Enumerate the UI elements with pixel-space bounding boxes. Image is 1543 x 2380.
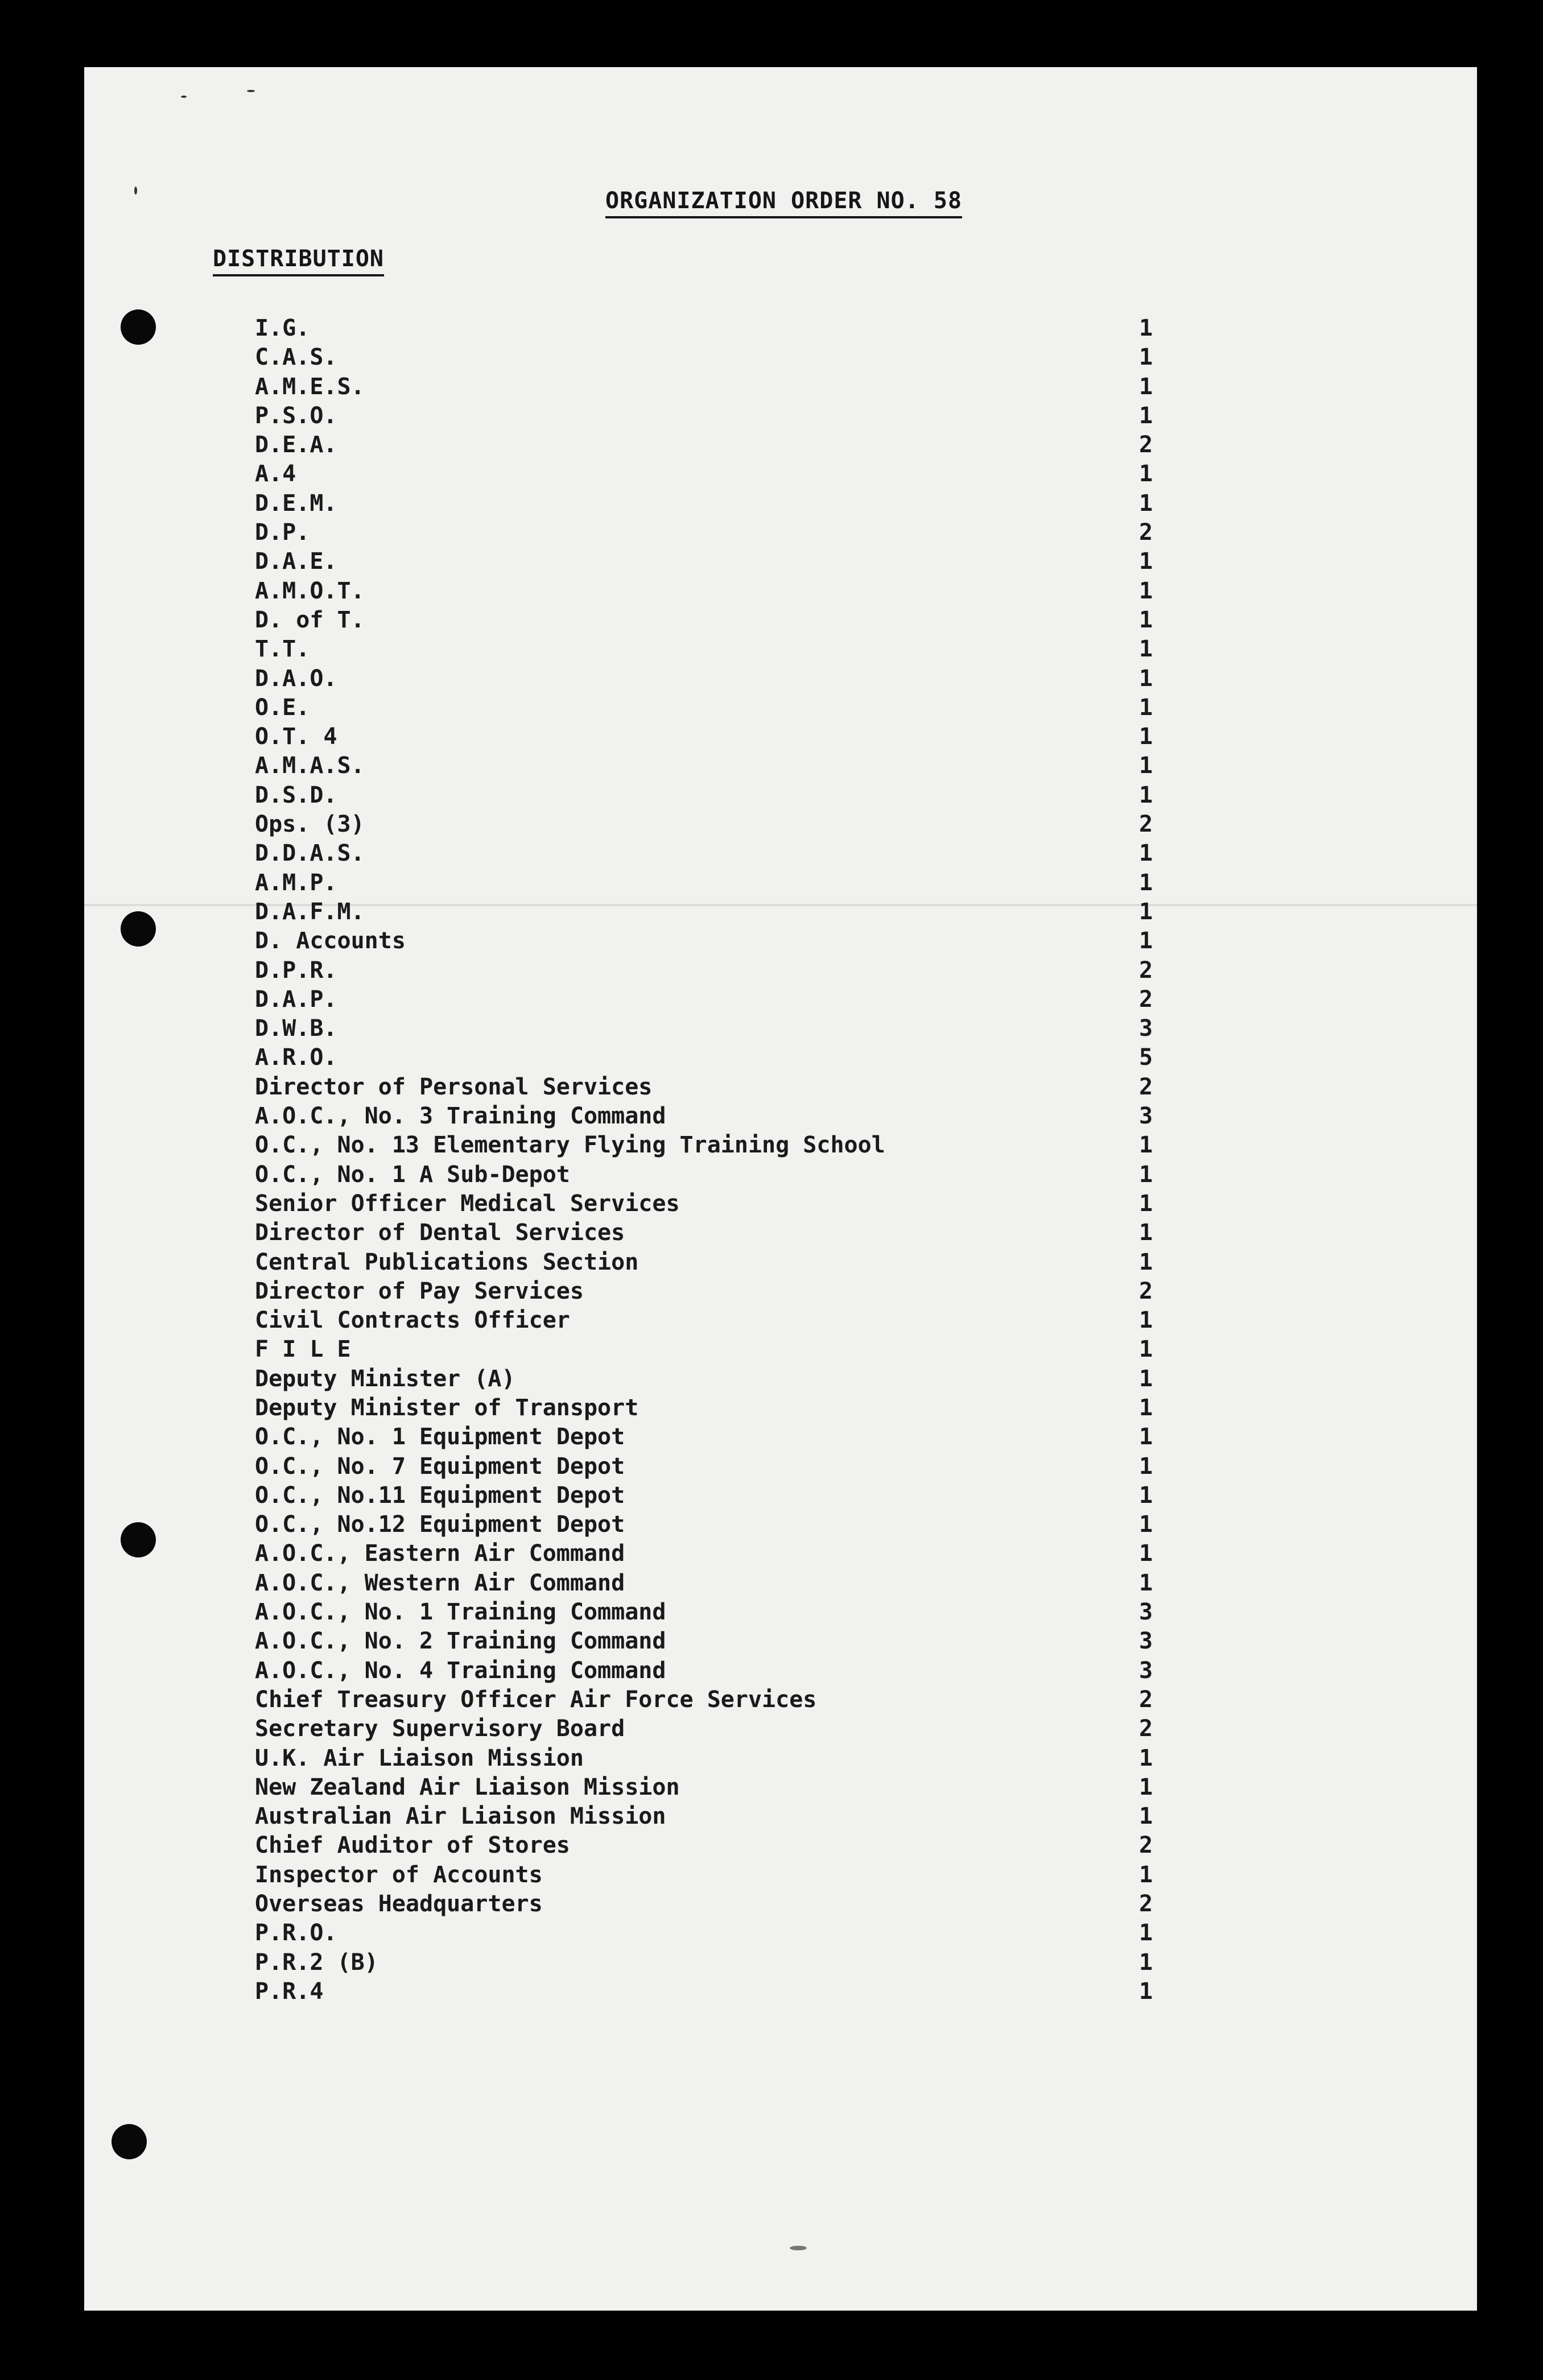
recipient-name: Inspector of Accounts (255, 1861, 543, 1888)
distribution-row (255, 1802, 1211, 1831)
copy-count: 1 (1139, 373, 1153, 400)
copy-count: 1 (1139, 1978, 1153, 2005)
recipient-name: A.O.C., No. 3 Training Command (255, 1103, 666, 1130)
ink-speck (134, 187, 137, 195)
distribution-row (255, 1569, 1211, 1598)
recipient-name: A.O.C., No. 4 Training Command (255, 1657, 666, 1684)
copy-count: 1 (1139, 1745, 1153, 1771)
distribution-row (255, 869, 1211, 898)
distribution-row (255, 1977, 1211, 2006)
distribution-row (255, 489, 1211, 518)
copy-count: 1 (1139, 402, 1153, 429)
distribution-row (255, 460, 1211, 489)
copy-count: 1 (1139, 490, 1153, 517)
recipient-name: D.S.D. (255, 782, 337, 808)
recipient-name: O.C., No. 7 Equipment Depot (255, 1453, 625, 1480)
recipient-name: D.P. (255, 519, 310, 546)
distribution-row (255, 1452, 1211, 1481)
distribution-row (255, 693, 1211, 722)
distribution-list (255, 314, 1211, 2006)
copy-count: 2 (1139, 1716, 1153, 1742)
distribution-row (255, 664, 1211, 693)
copy-count: 1 (1139, 1220, 1153, 1246)
distribution-row (255, 314, 1211, 343)
distribution-row (255, 1481, 1211, 1510)
distribution-row (255, 547, 1211, 576)
recipient-name: A.O.C., Western Air Command (255, 1569, 625, 1596)
distribution-row (255, 1160, 1211, 1189)
distribution-row (255, 956, 1211, 985)
recipient-name: U.K. Air Liaison Mission (255, 1745, 584, 1771)
copy-count: 1 (1139, 724, 1153, 750)
recipient-name: Deputy Minister of Transport (255, 1394, 639, 1421)
copy-count: 1 (1139, 461, 1153, 487)
recipient-name: Deputy Minister (A) (255, 1365, 515, 1392)
recipient-name: D.E.A. (255, 432, 337, 458)
copy-count: 1 (1139, 606, 1153, 633)
distribution-row (255, 343, 1211, 372)
ink-speck (181, 96, 187, 98)
distribution-row (255, 1773, 1211, 1802)
recipient-name: T.T. (255, 636, 310, 663)
copy-count: 1 (1139, 694, 1153, 721)
distribution-row (255, 1627, 1211, 1656)
recipient-name: P.R.2 (B) (255, 1949, 378, 1976)
copy-count: 1 (1139, 1307, 1153, 1334)
copy-count: 1 (1139, 1161, 1153, 1188)
distribution-row (255, 985, 1211, 1014)
recipient-name: Director of Dental Services (255, 1220, 625, 1246)
recipient-name: Secretary Supervisory Board (255, 1716, 625, 1742)
recipient-name: Director of Personal Services (255, 1073, 653, 1100)
distribution-row (255, 606, 1211, 635)
copy-count: 1 (1139, 1482, 1153, 1509)
copy-count: 2 (1139, 1278, 1153, 1304)
copy-count: 1 (1139, 1949, 1153, 1976)
recipient-name: O.C., No.11 Equipment Depot (255, 1482, 625, 1509)
copy-count: 1 (1139, 1132, 1153, 1159)
copy-count: 3 (1139, 1103, 1153, 1130)
recipient-name: A.M.O.T. (255, 577, 365, 604)
recipient-name: P.R.4 (255, 1978, 324, 2005)
recipient-name: Overseas Headquarters (255, 1891, 543, 1918)
ink-speck (247, 90, 255, 92)
recipient-name: Chief Treasury Officer Air Force Services (255, 1686, 817, 1713)
distribution-row (255, 1890, 1211, 1919)
distribution-row (255, 722, 1211, 751)
copy-count: 2 (1139, 432, 1153, 458)
copy-count: 1 (1139, 869, 1153, 896)
recipient-name: D.P.R. (255, 957, 337, 984)
recipient-name: O.E. (255, 694, 310, 721)
distribution-row (255, 1831, 1211, 1860)
distribution-row (255, 1073, 1211, 1102)
distribution-row (255, 1510, 1211, 1539)
distribution-row (255, 1598, 1211, 1627)
recipient-name: D.A.F.M. (255, 898, 365, 925)
copy-count: 1 (1139, 840, 1153, 867)
distribution-row (255, 1335, 1211, 1364)
recipient-name: Director of Pay Services (255, 1278, 584, 1304)
recipient-name: A.O.C., No. 1 Training Command (255, 1599, 666, 1626)
recipient-name: D.W.B. (255, 1015, 337, 1042)
distribution-row (255, 402, 1211, 431)
distribution-heading: DISTRIBUTION (213, 246, 384, 276)
distribution-row (255, 927, 1211, 956)
recipient-name: P.R.O. (255, 1920, 337, 1947)
copy-count: 3 (1139, 1657, 1153, 1684)
recipient-name: Central Publications Section (255, 1249, 639, 1275)
copy-count: 5 (1139, 1044, 1153, 1071)
distribution-row (255, 1365, 1211, 1394)
punch-hole-1 (121, 309, 156, 345)
copy-count: 1 (1139, 577, 1153, 604)
recipient-name: I.G. (255, 315, 310, 341)
copy-count: 1 (1139, 315, 1153, 341)
recipient-name: Chief Auditor of Stores (255, 1832, 570, 1859)
copy-count: 2 (1139, 1686, 1153, 1713)
copy-count: 1 (1139, 1920, 1153, 1947)
recipient-name: A.4 (255, 461, 296, 487)
copy-count: 1 (1139, 1190, 1153, 1217)
recipient-name: D.D.A.S. (255, 840, 365, 867)
copy-count: 1 (1139, 548, 1153, 575)
recipient-name: D.E.M. (255, 490, 337, 517)
distribution-row (255, 1043, 1211, 1072)
recipient-name: O.T. 4 (255, 724, 337, 750)
recipient-name: O.C., No. 13 Elementary Flying Training School (255, 1132, 885, 1159)
copy-count: 1 (1139, 1774, 1153, 1800)
copy-count: 1 (1139, 1540, 1153, 1567)
copy-count: 2 (1139, 1073, 1153, 1100)
recipient-name: New Zealand Air Liaison Mission (255, 1774, 680, 1800)
distribution-row (255, 1248, 1211, 1277)
recipient-name: D. Accounts (255, 928, 406, 955)
distribution-row (255, 839, 1211, 868)
recipient-name: D. of T. (255, 606, 365, 633)
distribution-row (255, 373, 1211, 402)
distribution-row (255, 1277, 1211, 1306)
punch-hole-4 (112, 2124, 147, 2159)
copy-count: 1 (1139, 1249, 1153, 1275)
copy-count: 1 (1139, 898, 1153, 925)
recipient-name: Civil Contracts Officer (255, 1307, 570, 1334)
distribution-row (255, 1218, 1211, 1247)
copy-count: 1 (1139, 1394, 1153, 1421)
copy-count: 1 (1139, 665, 1153, 692)
distribution-row (255, 1656, 1211, 1685)
copy-count: 2 (1139, 811, 1153, 838)
recipient-name: O.C., No. 1 A Sub-Depot (255, 1161, 570, 1188)
copy-count: 1 (1139, 1365, 1153, 1392)
distribution-row (255, 1423, 1211, 1452)
recipient-name: A.R.O. (255, 1044, 337, 1071)
copy-count: 2 (1139, 1891, 1153, 1918)
distribution-row (255, 518, 1211, 547)
copy-count: 3 (1139, 1628, 1153, 1655)
copy-count: 1 (1139, 1569, 1153, 1596)
recipient-name: D.A.O. (255, 665, 337, 692)
distribution-row (255, 1744, 1211, 1773)
distribution-row (255, 431, 1211, 460)
recipient-name: A.M.E.S. (255, 373, 365, 400)
distribution-row (255, 1131, 1211, 1160)
distribution-row (255, 898, 1211, 927)
punch-hole-3 (121, 1522, 156, 1557)
copy-count: 1 (1139, 1861, 1153, 1888)
copy-count: 1 (1139, 636, 1153, 663)
recipient-name: A.O.C., Eastern Air Command (255, 1540, 625, 1567)
distribution-row (255, 1014, 1211, 1043)
distribution-row (255, 751, 1211, 780)
copy-count: 1 (1139, 1424, 1153, 1451)
copy-count: 1 (1139, 344, 1153, 371)
recipient-name: Australian Air Liaison Mission (255, 1803, 666, 1830)
copy-count: 1 (1139, 753, 1153, 779)
copy-count: 2 (1139, 1832, 1153, 1859)
copy-count: 1 (1139, 1511, 1153, 1538)
recipient-name: D.A.E. (255, 548, 337, 575)
recipient-name: F I L E (255, 1336, 351, 1363)
recipient-name: C.A.S. (255, 344, 337, 371)
distribution-row (255, 1102, 1211, 1131)
distribution-row (255, 1714, 1211, 1743)
copy-count: 1 (1139, 1803, 1153, 1830)
recipient-name: D.A.P. (255, 986, 337, 1013)
distribution-row (255, 1306, 1211, 1335)
recipient-name: P.S.O. (255, 402, 337, 429)
recipient-name: A.O.C., No. 2 Training Command (255, 1628, 666, 1655)
distribution-row (255, 635, 1211, 664)
distribution-row (255, 1539, 1211, 1568)
document-title: ORGANIZATION ORDER NO. 58 (605, 188, 962, 218)
recipient-name: A.M.A.S. (255, 753, 365, 779)
copy-count: 1 (1139, 928, 1153, 955)
copy-count: 1 (1139, 782, 1153, 808)
distribution-row (255, 577, 1211, 606)
copy-count: 3 (1139, 1599, 1153, 1626)
distribution-row (255, 1685, 1211, 1714)
distribution-row (255, 1919, 1211, 1948)
distribution-row (255, 1189, 1211, 1218)
copy-count: 2 (1139, 519, 1153, 546)
distribution-row (255, 810, 1211, 839)
copy-count: 2 (1139, 986, 1153, 1013)
recipient-name: O.C., No. 1 Equipment Depot (255, 1424, 625, 1451)
recipient-name: O.C., No.12 Equipment Depot (255, 1511, 625, 1538)
recipient-name: Ops. (3) (255, 811, 365, 838)
copy-count: 2 (1139, 957, 1153, 984)
recipient-name: Senior Officer Medical Services (255, 1190, 680, 1217)
copy-count: 1 (1139, 1336, 1153, 1363)
recipient-name: A.M.P. (255, 869, 337, 896)
punch-hole-2 (121, 911, 156, 947)
distribution-row (255, 1948, 1211, 1977)
distribution-row (255, 781, 1211, 810)
copy-count: 1 (1139, 1453, 1153, 1480)
copy-count: 3 (1139, 1015, 1153, 1042)
distribution-row (255, 1394, 1211, 1423)
distribution-row (255, 1861, 1211, 1890)
ink-speck (790, 2246, 807, 2250)
